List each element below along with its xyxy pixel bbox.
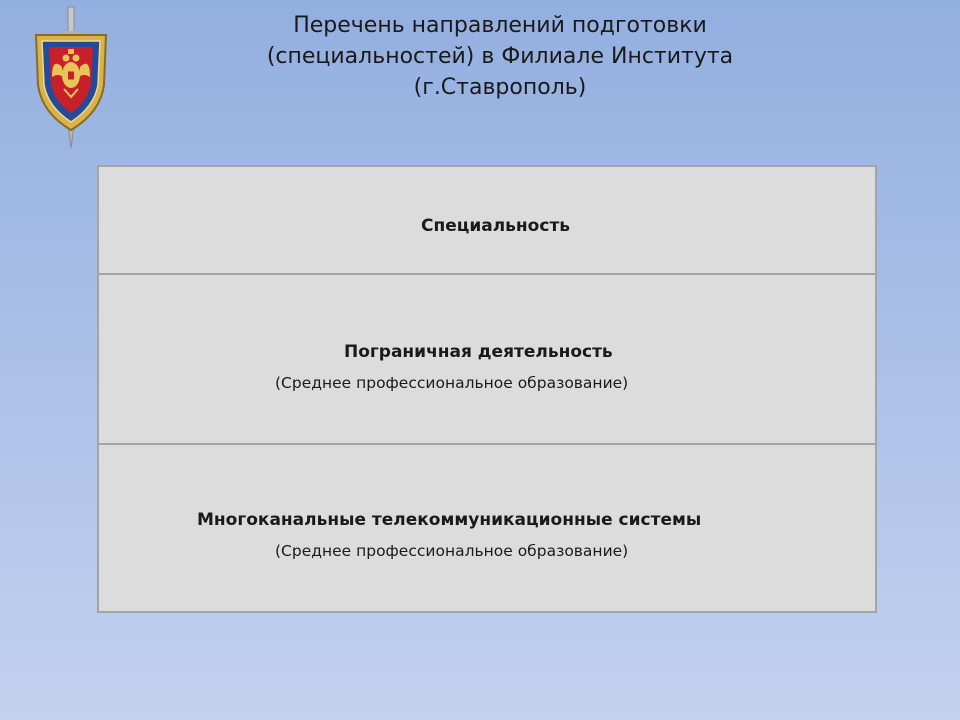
- table-row: [99, 445, 875, 613]
- specialty-note: (Среднее профессиональное образование): [275, 374, 629, 392]
- specialty-name: Пограничная деятельность: [344, 342, 613, 362]
- page-title: [180, 10, 820, 103]
- table-header-row: [99, 167, 875, 275]
- table-header: Специальность: [421, 216, 571, 236]
- specialties-table: [97, 165, 877, 613]
- specialty-note: (Среднее профессиональное образование): [275, 542, 629, 560]
- title-line-1: Перечень направлений подготовки: [293, 13, 707, 38]
- emblem-icon: [30, 5, 112, 150]
- table-row: [99, 275, 875, 445]
- title-line-3: (г.Ставрополь): [413, 75, 587, 100]
- specialty-name: Многоканальные телекоммуникационные системы: [197, 510, 702, 530]
- title-line-2: (специальностей) в Филиале Института: [266, 44, 734, 69]
